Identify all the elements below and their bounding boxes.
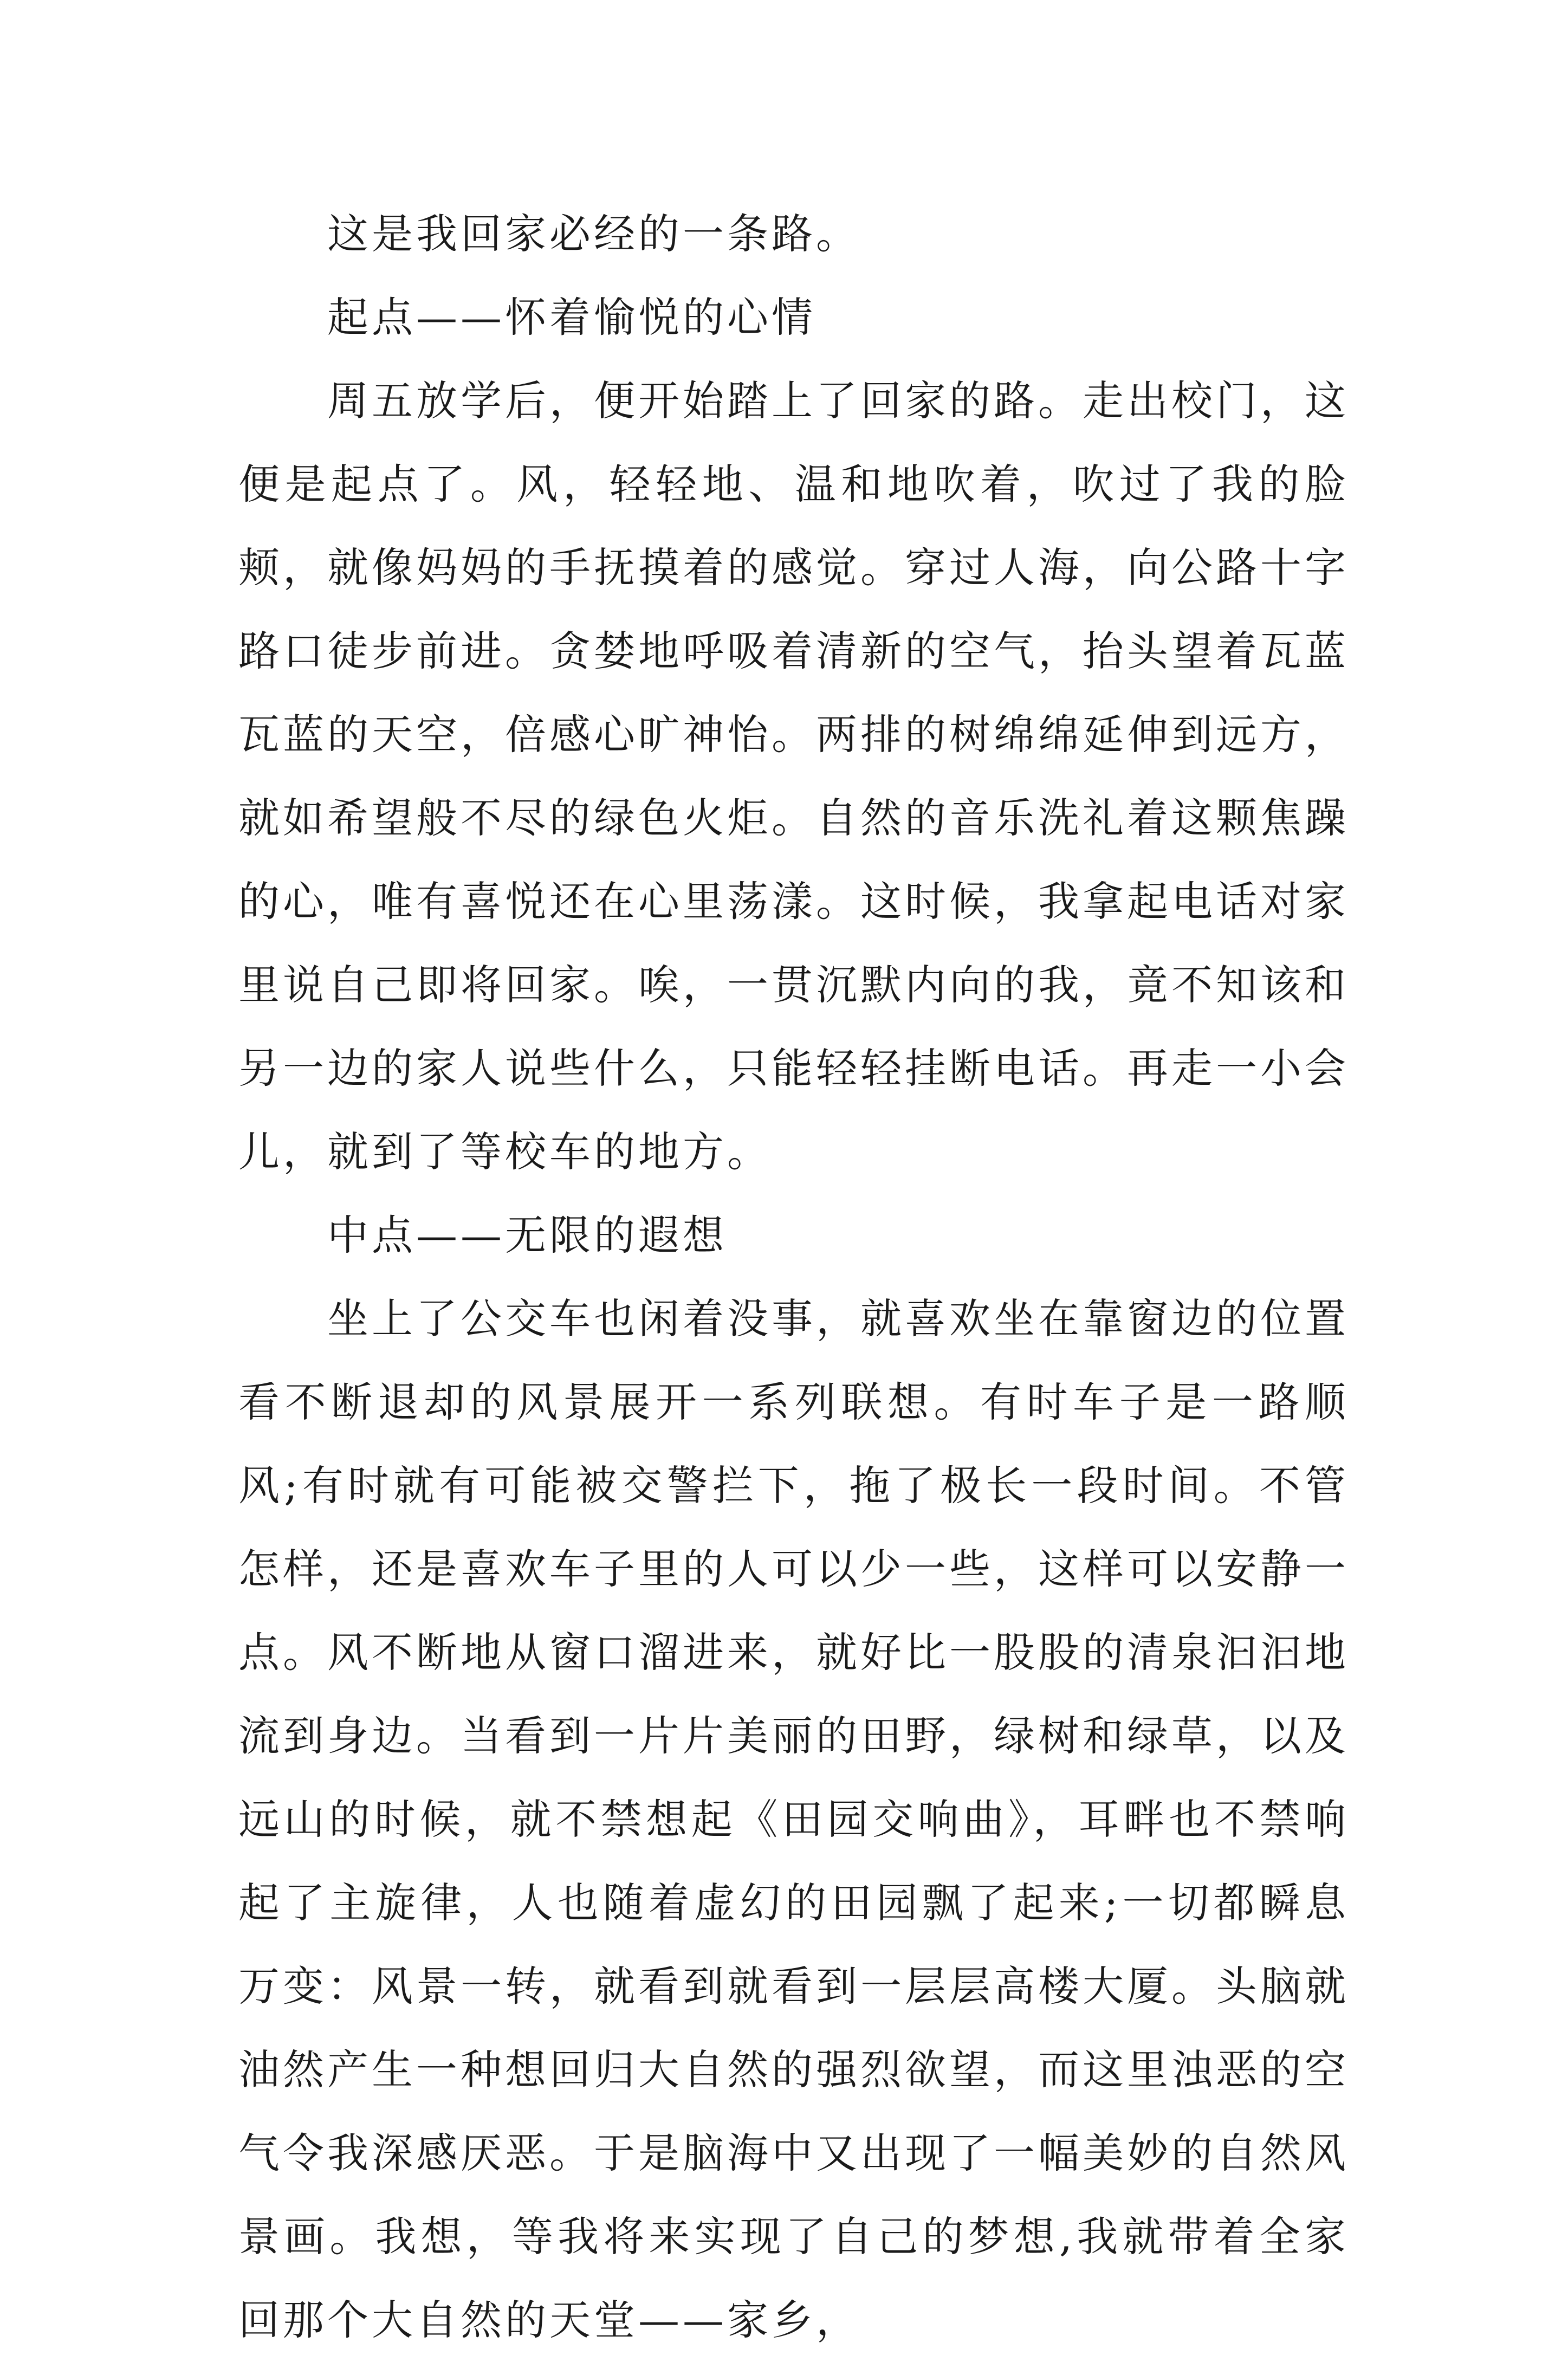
section-paragraph-middle: 坐上了公交车也闲着没事，就喜欢坐在靠窗边的位置看不断退却的风景展开一系列联想。有时车子是一路顺风;有时就有可能被交警拦下，拖了极长一段时间。不管怎样，还是喜欢车子里的人可以少一些，这样可以安静一点。风不断地从窗口溜进来，就好比一股股的清泉汩汩地流到身边。当看到一片片美丽的田野，绿树和绿草，以及远山的时候，就不禁想起《田园交响曲》，耳畔也不禁响起了主旋律，人也随着虚幻的田园飘了起来;一切都瞬息万变：风景一转，就看到就看到一层层高楼大厦。头脑就油然产生一种想回归大自然的强烈欲望，而这里浊恶的空气令我深感厌恶。于是脑海中又出现了一幅美妙的自然风景画。我想，等我将来实现了自己的梦想,我就带着全家回那个大自然的天堂——家乡， — [238, 1295, 1349, 2344]
document-body — [238, 192, 1349, 2362]
section-paragraph-start: 周五放学后，便开始踏上了回家的路。走出校门，这便是起点了。风，轻轻地、温和地吹着，吹过了我的脸颊，就像妈妈的手抚摸着的感觉。穿过人海，向公路十字路口徒步前进。贪婪地呼吸着清新的空气，抬头望着瓦蓝瓦蓝的天空，倍感心旷神怡。两排的树绵绵延伸到远方，就如希望般不尽的绿色火炬。自然的音乐洗礼着这颗焦躁的心，唯有喜悦还在心里荡漾。这时候，我拿起电话对家里说自己即将回家。唉，一贯沉默内向的我，竟不知该和另一边的家人说些什么，只能轻轻挂断电话。再走一小会儿，就到了等校车的地方。 — [238, 377, 1349, 1176]
section-heading-middle: 中点——无限的遐想 — [327, 1211, 727, 1259]
section-heading-start: 起点——怀着愉悦的心情 — [327, 293, 816, 341]
intro-line: 这是我回家必经的一条路。 — [327, 210, 860, 258]
